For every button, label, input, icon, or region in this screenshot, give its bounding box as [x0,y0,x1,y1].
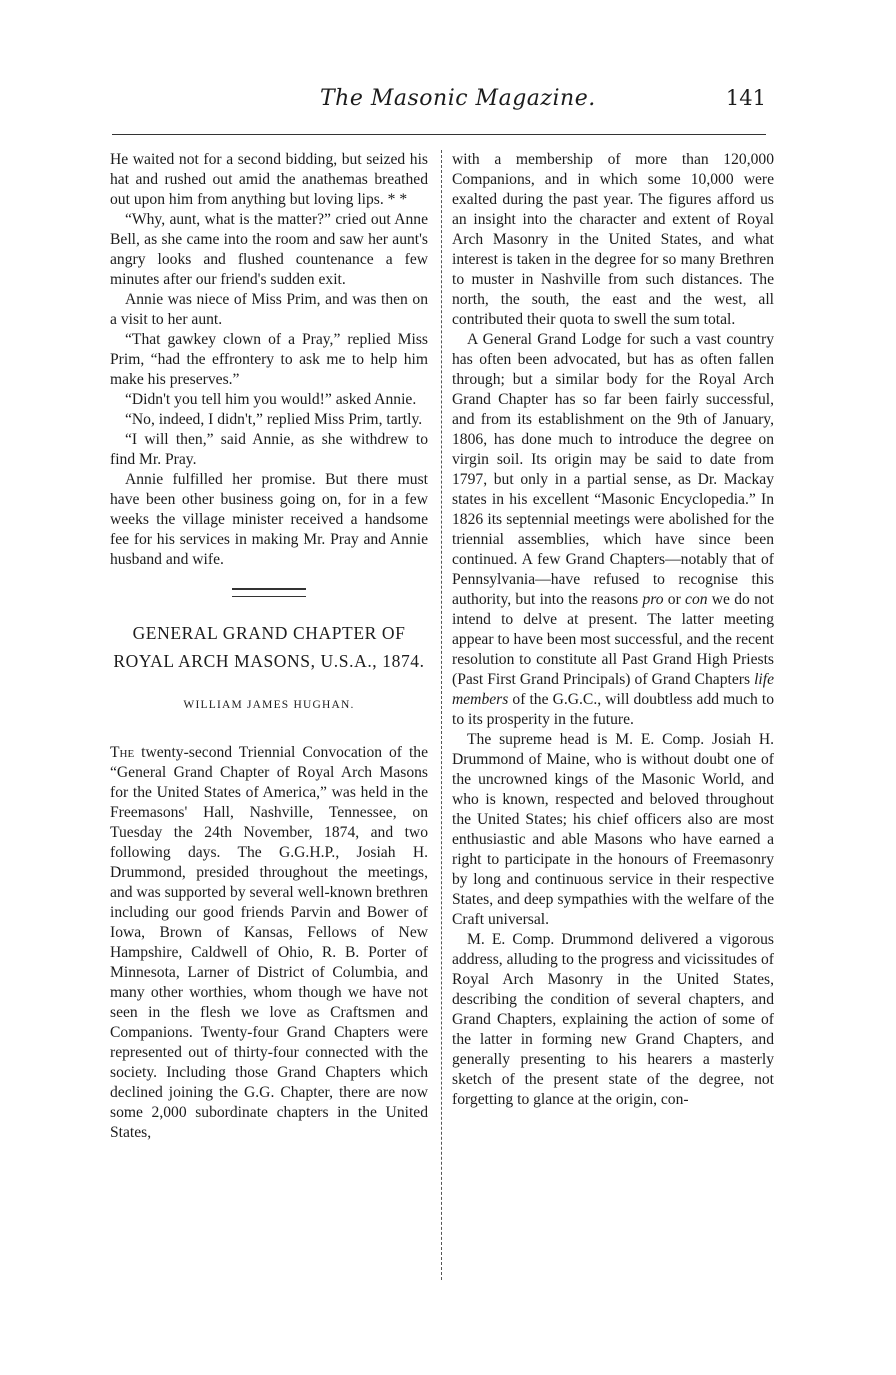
story-paragraph: “No, indeed, I didn't,” replied Miss Prim, tartly. [125,411,423,428]
italic-run: life members [452,671,774,708]
page-header [110,86,766,126]
author-byline: WILLIAM JAMES HUGHAN. [183,699,355,711]
article-paragraph: with a membership of more than 120,000 Companions, and in which some 10,000 were exalted during the past year. The figures afford us an insight into the character and extent of Royal Arch Masonry in the United States, and what interest is taken in the degree for so many Brethren to muster in Nashville from such distances. The north, the south, the east and the west, all contributed their quota to swell the sum total. [452,151,774,328]
page-number: 141 [725,86,766,110]
article-paragraph: The supreme head is M. E. Comp. Josiah H. Drummond of Maine, who is without doubt one of the uncrowned kings of the Masonic World, and who is known, respected and beloved throughout the United States; his chief officers also are most enthusiastic and able Masons who have earned a right to participate in the honours of Freemasonry by long and continuous service in their respective States, and deep sympathies with the welfare of the Craft universal. [452,731,774,928]
section-divider-ornament [232,588,306,597]
text-run: A General Grand Lodge for such a vast country has often been advocated, but has as often fallen through; but a similar body for the Royal Arch Grand Chapter has so far been fairly successful, and from its establishment on the 9th of January, 1806, has done much to introduce the degree on virgin soil. Its origin may be said to date from 1797, but only in a partial sense, as Dr. Mackay states in his excellent “Masonic Encyclopedia.” In 1826 its septennial meetings were abolished for the triennial assemblies, which have since been continued. A few Grand Chapters—notably that of Pennsylvania—have refused to recognise this authority, but into the reasons [452,331,774,608]
right-column [452,150,774,1110]
section-title-line-2: ROYAL ARCH MASONS, U.S.A., 1874. [113,651,425,671]
story-paragraph: He waited not for a second bidding, but seized his hat and rushed out amid the anathemas breathed out upon him from anything but loving lips. * * [110,151,428,208]
story-paragraph: Annie fulfilled her promise. But there must have been other business going on, for in a few weeks the village minister received a handsome fee for his services in making Mr. Pray and Annie husband and wife. [110,471,428,568]
text-run: or [663,591,686,608]
story-paragraph: Annie was niece of Miss Prim, and was then on a visit to her aunt. [110,291,428,328]
story-paragraph: “Why, aunt, what is the matter?” cried out Anne Bell, as she came into the room and saw her aunt's angry looks and flushed countenance a few minutes after our friend's sudden exit. [110,211,428,288]
article-paragraph: M. E. Comp. Drummond delivered a vigorous address, alluding to the progress and vicissitudes of Royal Arch Masonry in the United States, describing the condition of several chapters, and Grand Chapters, explaining the action of some of the latter in forming new Grand Chapters, and generally presenting to his hearers a masterly sketch of the present state of the degree, not forgetting to glance at the origin, con- [452,931,774,1108]
drop-word: The [110,744,135,761]
intro-text: twenty-second Triennial Convocation of the “General Grand Chapter of Royal Arch Masons for the United States of America,” was held in the Freemasons' Hall, Nashville, Tennessee, on Tuesday the 24th November, 1874, and two following days. The G.G.H.P., Josiah H. Drummond, presided throughout the meetings, and was supported by several well-known brethren including our good friends Parvin and Bower of Iowa, Brown of Kansas, Fellows of New Hampshire, Caldwell of Ohio, R. B. Porter of Minnesota, Larner of District of Columbia, and many other worthies, whom though we have not seen in the flesh we love as Craftsmen and Companions. Twenty-four Grand Chapters were represented out of thirty-four connected with the society. Including those Grand Chapters which declined joining the G.G. Chapter, there are now some 2,000 subordinate chapters in the United States, [110,744,428,1141]
left-column [110,150,428,1143]
article-paragraph [452,330,774,730]
story-paragraph: “I will then,” said Annie, as she withdrew to find Mr. Pray. [110,431,428,468]
section-title-line-1: GENERAL GRAND CHAPTER OF [132,623,406,643]
text-run: of the G.G.C., will doubtless add much to to its prosperity in the future. [452,691,774,728]
article-intro-paragraph [110,743,428,1143]
running-title: The Masonic Magazine. [320,86,596,111]
column-divider [441,150,442,1280]
story-paragraph: “Didn't you tell him you would!” asked Annie. [125,391,417,408]
text-run: we do not intend to delve at present. The latter meeting appear to have been most successful, and the recent resolution to constitute all Past Grand High Priests (Past First Grand Principals) of Grand Chapters [452,591,774,688]
story-paragraph: “That gawkey clown of a Pray,” replied Miss Prim, “had the effrontery to ask me to help him make his preserves.” [110,331,428,388]
italic-run: pro [642,591,664,608]
italic-run: con [685,591,708,608]
section-title [110,619,428,675]
header-rule [112,134,766,135]
